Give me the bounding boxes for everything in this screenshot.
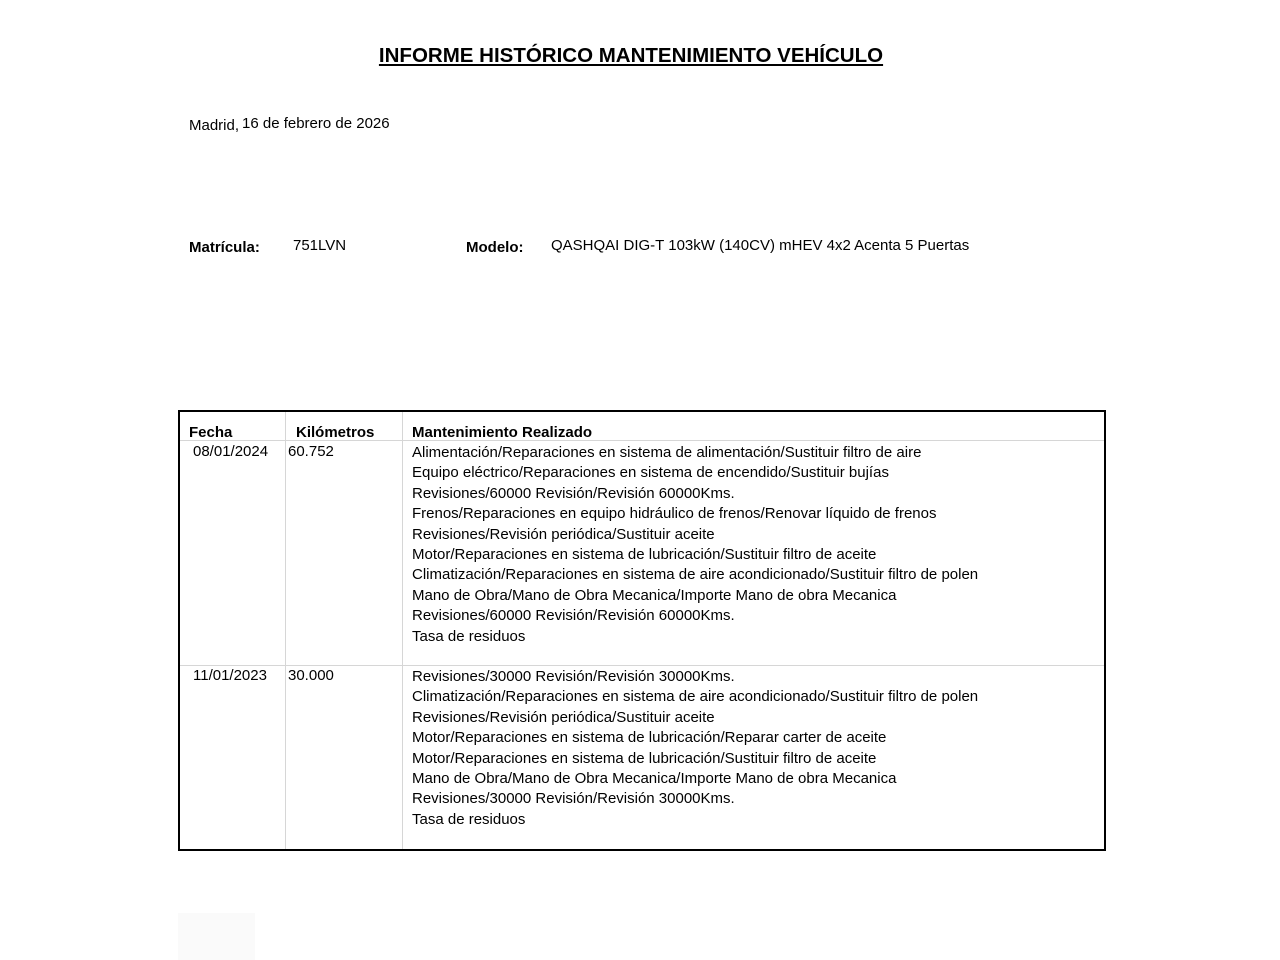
maintenance-item: Climatización/Reparaciones en sistema de aire acondicionado/Sustituir filtro de polen <box>412 566 979 584</box>
row-maintenance-list <box>412 667 992 830</box>
column-divider <box>402 412 403 849</box>
row-km: 60.752 <box>288 443 334 460</box>
maintenance-item: Frenos/Reparaciones en equipo hidráulico de frenos/Renovar líquido de frenos <box>412 505 937 523</box>
maintenance-item: Alimentación/Reparaciones en sistema de alimentación/Sustituir filtro de aire <box>412 444 922 461</box>
maintenance-item: Tasa de residuos <box>412 810 526 828</box>
row-maintenance-list <box>412 443 992 647</box>
plate-value: 751LVN <box>293 237 347 254</box>
maintenance-item: Tasa de residuos <box>412 627 526 645</box>
maintenance-item: Revisiones/60000 Revisión/Revisión 60000Kms. <box>412 484 735 502</box>
maintenance-item: Revisiones/Revisión periódica/Sustituir aceite <box>412 525 715 543</box>
report-date: 16 de febrero de 2026 <box>242 115 390 132</box>
row-date: 08/01/2024 <box>193 443 269 460</box>
plate-label: Matrícula: <box>189 239 260 256</box>
maintenance-item: Equipo eléctrico/Reparaciones en sistema de encendido/Sustituir bujías <box>412 464 889 482</box>
row-date: 11/01/2023 <box>193 667 267 684</box>
row-km: 30.000 <box>288 667 334 684</box>
column-divider <box>285 412 286 849</box>
city: Madrid, <box>189 117 240 134</box>
maintenance-item: Motor/Reparaciones en sistema de lubricación/Sustituir filtro de aceite <box>412 546 877 564</box>
maintenance-item: Revisiones/30000 Revisión/Revisión 30000Kms. <box>412 668 735 685</box>
maintenance-item: Mano de Obra/Mano de Obra Mecanica/Importe Mano de obra Mecanica <box>412 770 897 788</box>
maintenance-item: Motor/Reparaciones en sistema de lubricación/Sustituir filtro de aceite <box>412 749 877 767</box>
maintenance-item: Revisiones/30000 Revisión/Revisión 30000Kms. <box>412 790 735 808</box>
header-date: Fecha <box>189 424 233 441</box>
maintenance-table <box>178 410 1106 851</box>
maintenance-item: Climatización/Reparaciones en sistema de aire acondicionado/Sustituir filtro de polen <box>412 688 979 706</box>
maintenance-item: Mano de Obra/Mano de Obra Mecanica/Importe Mano de obra Mecanica <box>412 586 897 604</box>
model-value: QASHQAI DIG-T 103kW (140CV) mHEV 4x2 Acenta 5 Puertas <box>551 237 970 254</box>
maintenance-item: Revisiones/Revisión periódica/Sustituir aceite <box>412 708 715 726</box>
model-label: Modelo: <box>466 239 524 256</box>
header-km: Kilómetros <box>296 424 375 441</box>
row-divider <box>180 665 1104 666</box>
faint-stamp-area <box>178 913 255 960</box>
maintenance-item: Revisiones/60000 Revisión/Revisión 60000Kms. <box>412 607 735 625</box>
report-title: INFORME HISTÓRICO MANTENIMIENTO VEHÍCULO <box>378 44 884 67</box>
header-maintenance: Mantenimiento Realizado <box>412 424 593 441</box>
maintenance-item: Motor/Reparaciones en sistema de lubricación/Reparar carter de aceite <box>412 729 887 747</box>
